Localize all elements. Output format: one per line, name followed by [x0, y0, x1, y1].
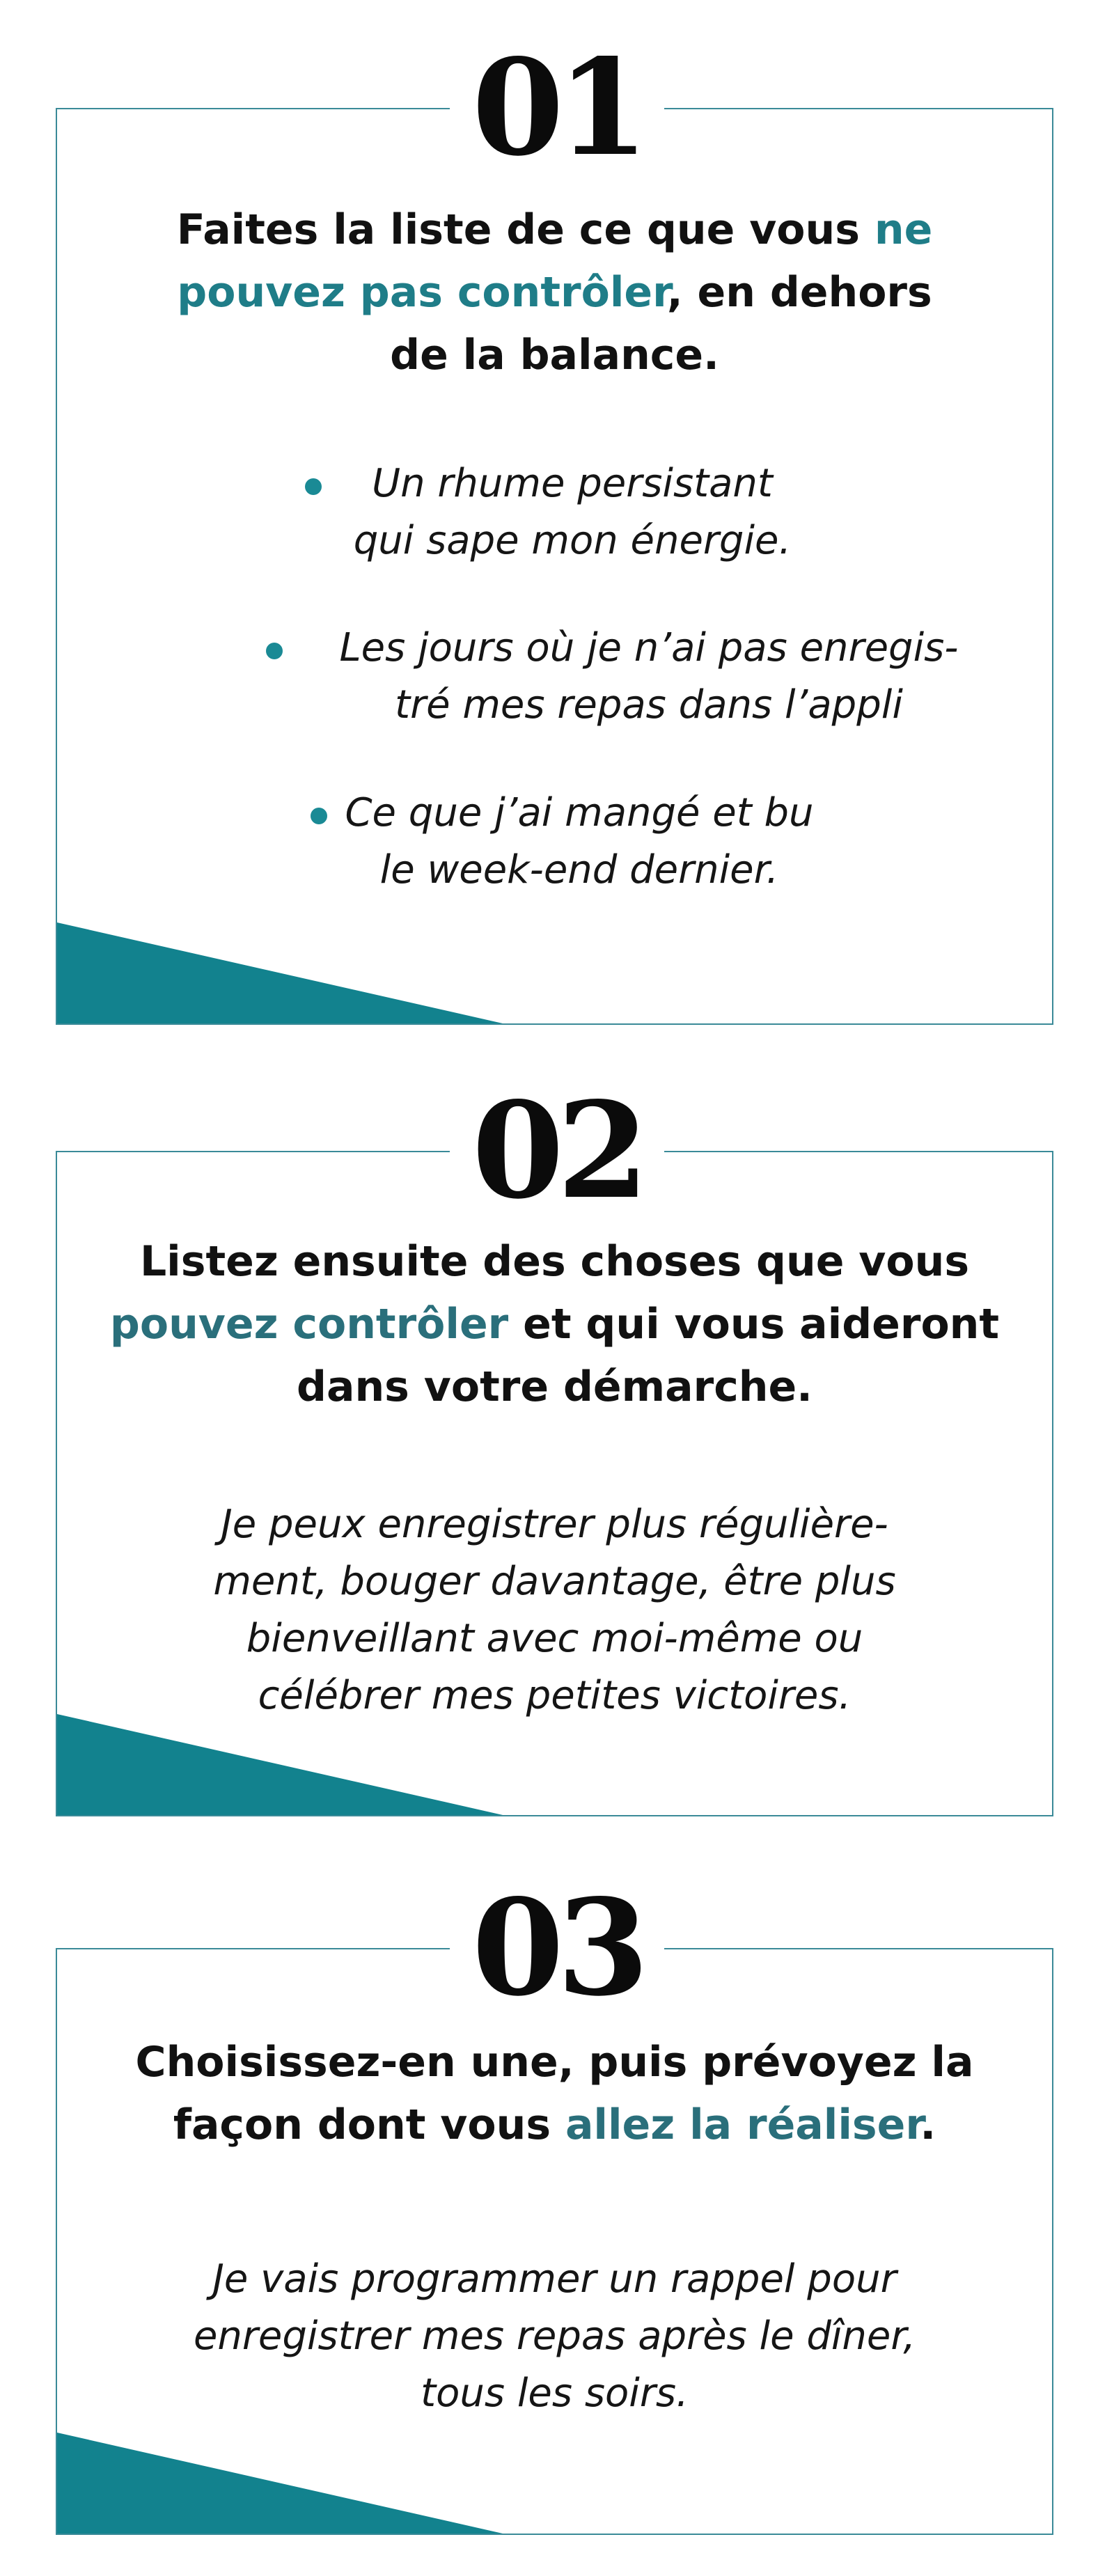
corner-wedge-decoration — [57, 2433, 503, 2534]
step-2-body: Je peux enregistrer plus régulière- ment, bouger davantage, être plus bienveillant avec moi-même ou célébrer mes petites victoires. — [213, 1502, 896, 1718]
step-3-highlight: allez la réaliser — [565, 2100, 920, 2149]
bullet-dot-icon — [305, 478, 322, 495]
step-card-2 — [56, 1151, 1053, 1816]
step-2-heading-line-2: pouvez contrôler et qui vous aideront — [109, 1300, 1000, 1349]
step-2-heading-line-1: Listez ensuite des choses que vous — [139, 1237, 970, 1286]
step-3-heading-line-2: façon dont vous allez la réaliser. — [173, 2100, 936, 2149]
step-1-heading-line-3: de la balance. — [390, 331, 719, 379]
bullet-dot-icon — [266, 643, 283, 659]
step-card-3 — [56, 1948, 1053, 2535]
step-2-heading-line-3: dans votre démarche. — [297, 1362, 813, 1411]
step-1-bullet-2: Les jours où je n’ai pas enregis- tré mes repas dans l’appli — [339, 625, 959, 728]
step-2-heading — [57, 1230, 1052, 1418]
step-1-highlight-b: pouvez pas contrôler — [177, 268, 667, 317]
bullet-dot-icon — [311, 808, 327, 824]
step-3-heading-line-1: Choisissez-en une, puis prévoyez la — [135, 2038, 974, 2087]
step-1-bullet-1: Un rhume persistant qui sape mon énergie. — [353, 461, 792, 563]
step-card-1 — [56, 108, 1053, 1025]
step-3-heading — [57, 2031, 1052, 2156]
corner-wedge-decoration — [57, 922, 503, 1023]
step-1-heading-line-2: pouvez pas contrôler, en dehors — [177, 268, 932, 317]
step-3-number: 03 — [0, 1882, 1114, 2014]
corner-wedge-decoration — [57, 1714, 503, 1815]
step-1-number: 01 — [0, 42, 1114, 174]
step-3-body: Je vais programmer un rappel pour enregistrer mes repas après le dîner, tous les soirs. — [193, 2256, 916, 2416]
step-2-highlight: pouvez contrôler — [109, 1300, 509, 1349]
step-1-heading-line-1: Faites la liste de ce que vous ne — [176, 205, 933, 254]
step-1-highlight-a: ne — [874, 205, 933, 254]
step-2-number: 02 — [0, 1085, 1114, 1217]
step-1-heading — [57, 198, 1052, 386]
step-1-bullet-3: Ce que j’ai mangé et bu le week-end dernier. — [345, 790, 814, 893]
